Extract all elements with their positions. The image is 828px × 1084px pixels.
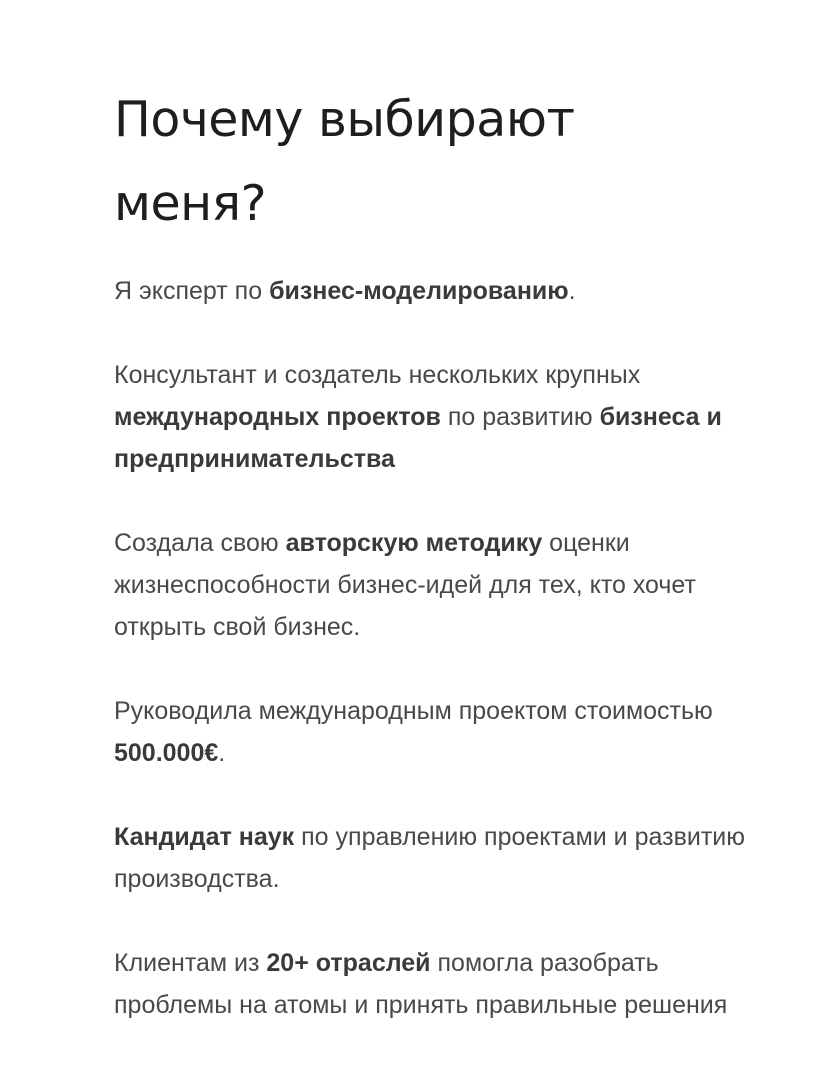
text: . [568, 277, 576, 305]
text: по управлению проектами и развитию производства. [114, 823, 745, 893]
text: оценки жизнеспособности бизнес-идей для тех, кто хочет открыть свой бизнес. [114, 529, 696, 641]
text: . [218, 739, 226, 767]
paragraph-clients [114, 942, 754, 1026]
text: по развитию [440, 403, 600, 431]
paragraph-consultant [114, 354, 754, 480]
paragraph-expert [114, 270, 754, 312]
highlight: авторскую методику [285, 529, 543, 557]
heading-line-2: меня? [114, 175, 267, 232]
text: Клиентам из [114, 949, 267, 977]
highlight: бизнес-моделированию [269, 277, 569, 305]
paragraph-degree [114, 816, 754, 900]
heading-line-1: Почему выбирают [114, 91, 575, 148]
highlight: 20+ отраслей [266, 949, 431, 977]
why-choose-me-section [114, 78, 754, 1026]
text: Руководила международным проектом стоимостью [114, 697, 713, 725]
highlight: бизнеса и предпринимательства [114, 403, 722, 473]
highlight: Кандидат наук [114, 823, 295, 851]
text: Консультант и создатель нескольких крупных [114, 361, 641, 389]
section-heading [114, 78, 754, 246]
highlight: международных проектов [114, 403, 441, 431]
paragraph-methodology [114, 522, 754, 648]
text: Создала свою [114, 529, 286, 557]
text: Я эксперт по [114, 277, 270, 305]
paragraph-project [114, 690, 754, 774]
highlight: 500.000€ [114, 739, 219, 767]
text: помогла разобрать проблемы на атомы и принять правильные решения [114, 949, 728, 1019]
